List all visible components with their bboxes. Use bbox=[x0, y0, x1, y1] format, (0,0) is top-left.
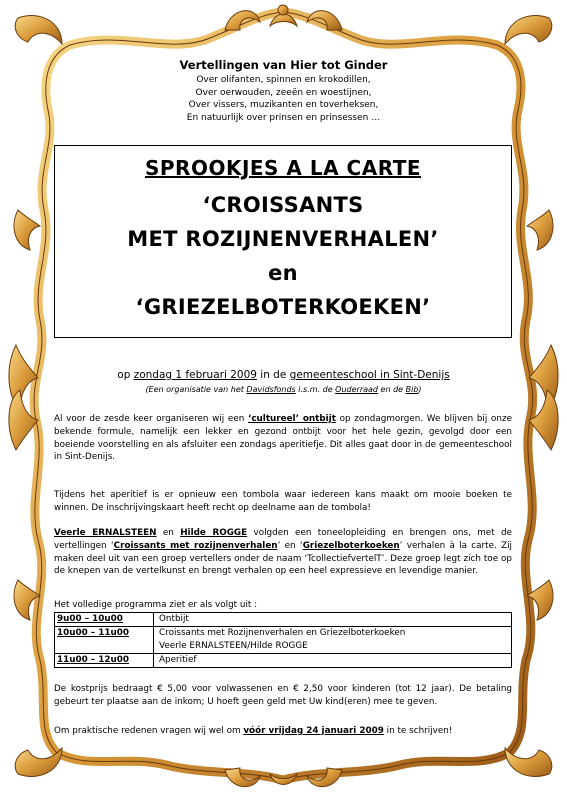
schedule-time: 10u00 – 11u00 bbox=[57, 628, 130, 638]
text-fragment: ) bbox=[418, 385, 422, 394]
schedule-desc: Veerle ERNALSTEEN/Hilde ROGGE bbox=[159, 641, 308, 651]
schedule-desc: Ontbijt bbox=[159, 614, 189, 624]
schedule-desc: Aperitief bbox=[159, 655, 197, 665]
intro-line: Over oerwouden, zeeën en woestijnen, bbox=[195, 87, 372, 98]
organizer-name: Ouderraad bbox=[335, 385, 378, 394]
performer-name: Hilde ROGGE bbox=[180, 528, 248, 538]
paragraph-storytellers bbox=[54, 527, 512, 578]
paragraph-registration bbox=[54, 725, 512, 738]
text-fragment: op bbox=[117, 369, 134, 381]
text-fragment: (Een organisatie van het bbox=[145, 385, 247, 394]
table-row bbox=[55, 640, 511, 654]
text-fragment: Om praktische redenen vragen wij wel om bbox=[54, 726, 244, 736]
story-title: Griezelboterkoeken bbox=[302, 540, 400, 551]
event-date: zondag 1 februari 2009 bbox=[133, 369, 257, 381]
paragraph-tombola: Tijdens het aperitief is er opnieuw een tombola waar iedereen kans maakt om mooie boeken te winnen. De inschrijvingskaart heeft recht op deelname aan de tombola! bbox=[54, 490, 512, 513]
text-fragment: op zondagmorgen. We blijven bij onze bekende formule, namelijk een lekker en gezond ontbijt voor het hele gezin, gevolgd door een boeiende voorstelling en als afsluiter een zondags aperitiefje. Dit alles gaat door in de gemeenteschool in Sint-Denijs. bbox=[54, 414, 512, 463]
intro-block bbox=[0, 58, 567, 124]
paragraph-price: De kostprijs bedraagt € 5,00 voor volwassenen en € 2,50 voor kinderen (tot 12 jaar). De betaling gebeurt ter plaatse aan de inkom; U hoeft geen geld met Uw kind(eren) mee te geven. bbox=[54, 684, 512, 707]
title-box bbox=[54, 145, 512, 338]
schedule-time: 9u00 – 10u00 bbox=[57, 614, 123, 624]
performer-name: Veerle ERNALSTEEN bbox=[54, 528, 157, 538]
text-fragment: en de bbox=[378, 385, 406, 394]
text-fragment: i.s.m. de bbox=[295, 385, 336, 394]
main-heading: SPROOKJES A LA CARTE bbox=[144, 156, 422, 180]
schedule-time: 11u00 – 12u00 bbox=[57, 655, 130, 665]
table-row bbox=[55, 627, 511, 640]
text-fragment: in te schrijven! bbox=[383, 726, 453, 736]
organizer-name: Davidsfonds bbox=[246, 385, 296, 394]
highlight-text: ‘cultureel’ ontbijt bbox=[247, 414, 336, 424]
paragraph-breakfast bbox=[54, 413, 512, 464]
table-row bbox=[55, 613, 511, 627]
text-fragment: in de bbox=[256, 369, 290, 381]
title-line: en bbox=[268, 261, 298, 285]
text-fragment: ’ verhalen à la carte. Zij maken deel uit van een groep vertellers onder de naam ‘TcollectiefvertelT’. Deze groep legt zich toe op de knepen van de vertelkunst en brengt verhalen op een heel expressieve en levendige manier. bbox=[54, 540, 512, 577]
title-line: MET ROZIJNENVERHALEN’ bbox=[127, 227, 439, 251]
title-line: ‘GRIEZELBOTERKOEKEN’ bbox=[135, 295, 431, 319]
text-fragment: volgden een toneelopleiding en brengen ons, met de vertellingen ‘ bbox=[54, 528, 513, 551]
schedule-desc: Croissants met Rozijnenverhalen en Griezelboterkoeken bbox=[159, 628, 406, 638]
event-date-line bbox=[0, 369, 567, 381]
text-fragment: ’ en ‘ bbox=[277, 540, 303, 551]
organizer-line bbox=[0, 385, 567, 394]
table-row bbox=[55, 654, 511, 667]
text-fragment: Al voor de zesde keer organiseren wij een bbox=[54, 414, 248, 424]
event-place: gemeenteschool in Sint-Denijs bbox=[289, 369, 450, 381]
intro-title: Vertellingen van Hier tot Ginder bbox=[179, 58, 388, 72]
deadline: vóór vrijdag 24 januari 2009 bbox=[243, 726, 384, 736]
intro-line: Over vissers, muzikanten en toverheksen, bbox=[188, 100, 379, 111]
intro-line: Over olifanten, spinnen en krokodillen, bbox=[196, 75, 371, 85]
title-line: ‘CROISSANTS bbox=[202, 193, 364, 217]
schedule-table bbox=[54, 612, 512, 668]
intro-line: En natuurlijk over prinsen en prinsessen … bbox=[186, 112, 381, 123]
text-fragment: en bbox=[156, 528, 181, 538]
organizer-name: Bib bbox=[405, 385, 419, 394]
program-intro: Het volledige programma ziet er als volgt uit : bbox=[54, 600, 258, 610]
story-title: Croissants met rozijnenverhalen bbox=[113, 540, 278, 551]
